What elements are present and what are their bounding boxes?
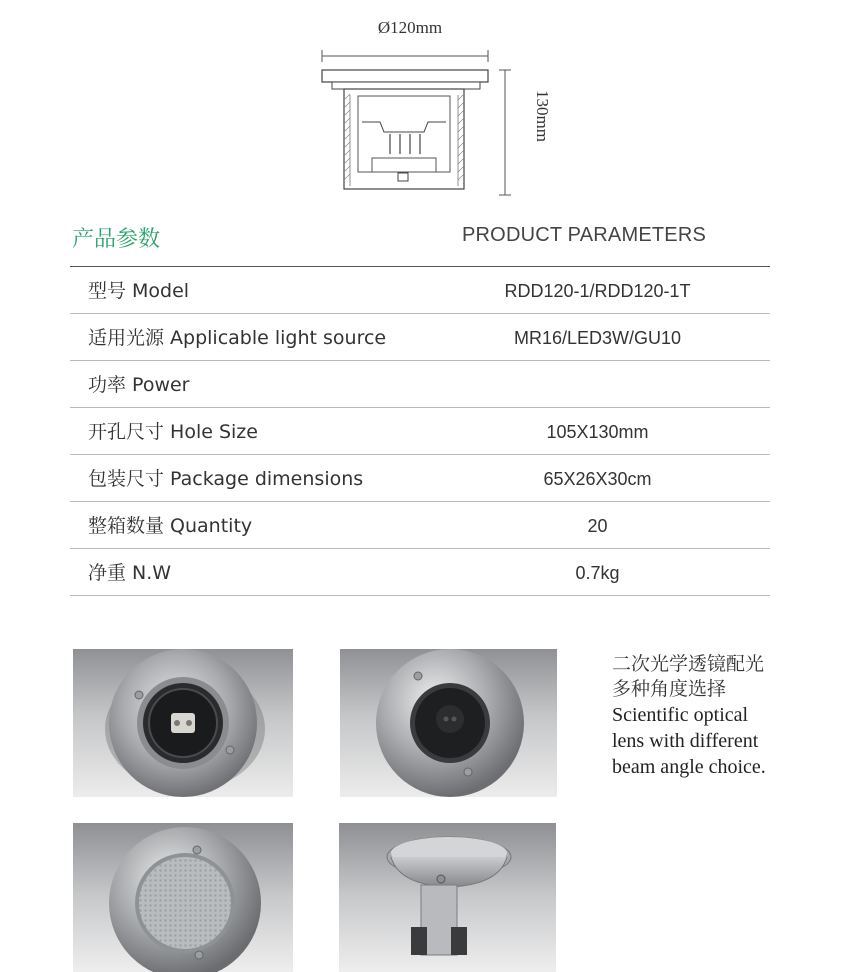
product-photo-lens-view xyxy=(73,823,293,972)
param-value: 65X26X30cm xyxy=(543,469,652,489)
table-row xyxy=(70,267,770,314)
param-label: 功率 Power xyxy=(88,374,190,396)
param-label: 适用光源 Applicable light source xyxy=(88,327,387,349)
table-row xyxy=(70,408,770,455)
product-photo-top-view-alt xyxy=(340,649,557,797)
param-label: 净重 N.W xyxy=(88,562,172,584)
feature-text-en-2: lens with different xyxy=(612,730,759,752)
feature-text-en-1: Scientific optical xyxy=(612,704,749,726)
feature-text-cn-1: 二次光学透镜配光 xyxy=(612,653,765,675)
param-value: RDD120-1/RDD120-1T xyxy=(504,281,691,301)
param-label: 型号 Model xyxy=(88,280,190,302)
parameters-table xyxy=(70,266,770,596)
feature-text-cn-2: 多种角度选择 xyxy=(612,678,727,700)
feature-text-en-3: beam angle choice. xyxy=(612,756,766,778)
height-label: 130mm xyxy=(533,90,552,142)
table-row xyxy=(70,502,770,549)
table-row xyxy=(70,549,770,596)
param-label: 整箱数量 Quantity xyxy=(88,515,253,537)
product-photo-side-view xyxy=(339,823,556,972)
table-row xyxy=(70,361,770,408)
param-value: MR16/LED3W/GU10 xyxy=(513,328,682,348)
table-row xyxy=(70,455,770,502)
param-value: 0.7kg xyxy=(575,563,620,583)
param-label: 开孔尺寸 Hole Size xyxy=(88,421,258,443)
feature-description xyxy=(612,652,812,780)
param-value: 20 xyxy=(587,516,608,536)
technical-drawing xyxy=(300,10,560,200)
table-row xyxy=(70,314,770,361)
diameter-label: Ø120mm xyxy=(377,18,443,37)
section-title-en: PRODUCT PARAMETERS xyxy=(462,224,707,246)
param-value: 105X130mm xyxy=(546,422,649,442)
param-label: 包装尺寸 Package dimensions xyxy=(88,468,364,490)
section-title-cn: 产品参数 xyxy=(72,227,161,252)
product-photo-top-view xyxy=(73,649,293,797)
